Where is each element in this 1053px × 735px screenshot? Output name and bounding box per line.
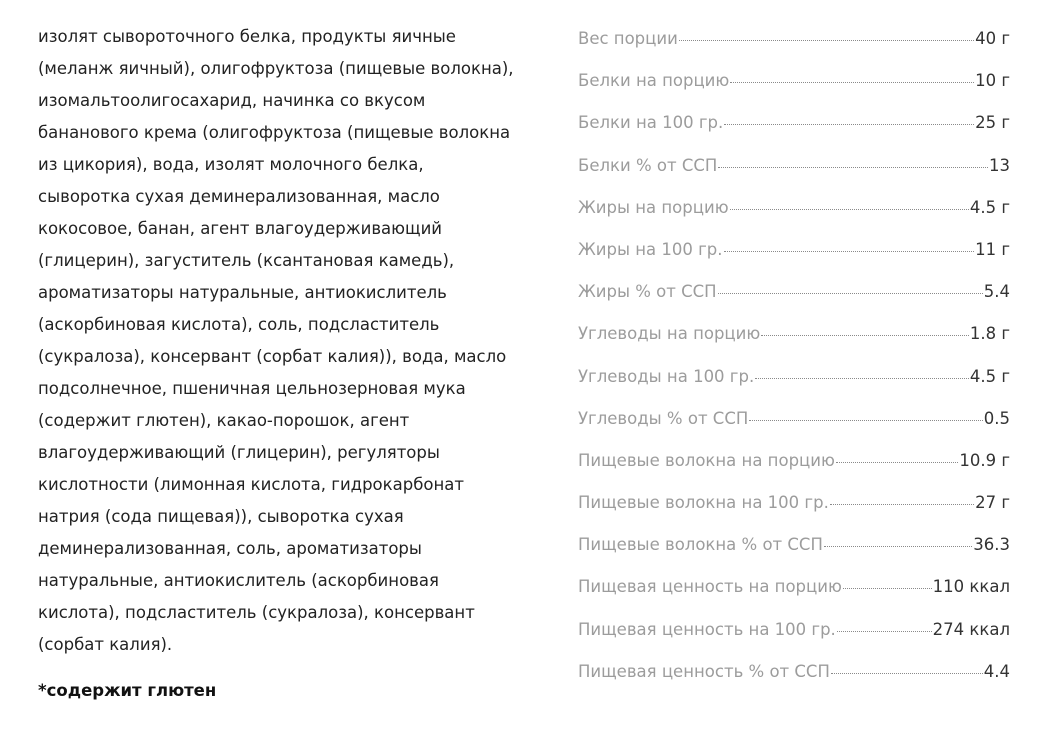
nutrition-value: 1.8 г: [969, 324, 1010, 344]
nutrition-row: [578, 102, 1010, 144]
dotted-leader: [679, 40, 974, 41]
nutrition-value: 40 г: [975, 29, 1010, 48]
ingredients-text: [38, 21, 528, 661]
nutrition-row: [578, 566, 1010, 608]
nutrition-value: 5.4: [983, 282, 1010, 302]
nutrition-label: Пищевая ценность % от ССП: [578, 661, 830, 681]
ingredients-line: сыворотка сухая деминерализованная, масло: [38, 187, 440, 206]
nutrition-row: [578, 145, 1010, 187]
nutrition-row: [578, 18, 1010, 60]
ingredients-line: изолят сывороточного белка, продукты яичные: [38, 27, 456, 46]
dotted-leader: [836, 462, 958, 463]
nutrition-row: [578, 229, 1010, 271]
ingredients-line: (аскорбиновая кислота), соль, подсластитель: [38, 315, 440, 334]
gluten-note: *содержит глютен: [38, 681, 217, 700]
ingredients-line: кислотности (лимонная кислота, гидрокарбонат: [38, 475, 464, 494]
nutrition-row: [578, 187, 1010, 229]
nutrition-row: [578, 609, 1010, 651]
nutrition-label: Углеводы на 100 гр.: [578, 366, 755, 386]
nutrition-label: Углеводы % от ССП: [578, 408, 749, 428]
ingredients-line: кокосовое, банан, агент влагоудерживающий: [38, 219, 443, 238]
nutrition-label: Белки на порцию: [578, 71, 730, 91]
dotted-leader: [724, 124, 974, 125]
nutrition-row: [578, 313, 1010, 355]
dotted-leader: [831, 673, 983, 674]
ingredients-line: (сорбат калия).: [38, 635, 173, 654]
nutrition-row: [578, 60, 1010, 102]
nutrition-row: [578, 524, 1010, 566]
nutrition-label: Жиры на порцию: [578, 197, 729, 217]
nutrition-row: [578, 440, 1010, 482]
nutrition-label: Пищевые волокна на порцию: [578, 450, 835, 470]
ingredients-section: [38, 21, 528, 707]
ingredients-line: (сукралоза), консервант (сорбат калия)), вода, масло: [38, 347, 507, 366]
nutrition-label: Жиры на 100 гр.: [578, 239, 723, 259]
nutrition-value: 10.9 г: [959, 450, 1010, 470]
nutrition-label: Пищевые волокна на 100 гр.: [578, 493, 829, 513]
ingredients-line: подсолнечное, пшеничная цельнозерновая мука: [38, 379, 466, 398]
dotted-leader: [749, 420, 983, 421]
nutrition-value: 13: [989, 155, 1010, 175]
ingredients-line: (меланж яичный), олигофруктоза (пищевые волокна),: [38, 59, 514, 78]
dotted-leader: [724, 251, 975, 252]
nutrition-value: 10 г: [975, 71, 1010, 91]
nutrition-value: 27 г: [975, 493, 1010, 513]
nutrition-row: [578, 398, 1010, 440]
ingredients-line: изомальтоолигосахарид, начинка со вкусом: [38, 91, 426, 110]
nutrition-label: Пищевая ценность на 100 гр.: [578, 619, 836, 639]
ingredients-line: деминерализованная, соль, ароматизаторы: [38, 539, 422, 558]
nutrition-label: Жиры % от ССП: [578, 282, 717, 302]
nutrition-label: Пищевая ценность на порцию: [578, 577, 842, 597]
dotted-leader: [718, 167, 988, 168]
nutrition-row: [578, 651, 1010, 693]
dotted-leader: [830, 504, 974, 505]
nutrition-value: 36.3: [973, 535, 1010, 555]
nutrition-label: Белки % от ССП: [578, 155, 718, 175]
nutrition-value: 110 ккал: [932, 577, 1010, 597]
ingredients-line: бананового крема (олигофруктоза (пищевые волокна: [38, 123, 511, 142]
dotted-leader: [755, 378, 969, 379]
nutrition-row: [578, 356, 1010, 398]
ingredients-line: (содержит глютен), какао-порошок, агент: [38, 411, 410, 430]
nutrition-label: Углеводы на порцию: [578, 324, 761, 344]
nutrition-value: 4.5 г: [969, 197, 1010, 217]
nutrition-label: Вес порции: [578, 29, 678, 48]
dotted-leader: [824, 546, 972, 547]
dotted-leader: [761, 335, 969, 336]
nutrition-value: 4.4: [983, 661, 1010, 681]
ingredients-line: влагоудерживающий (глицерин), регуляторы: [38, 443, 440, 462]
dotted-leader: [730, 209, 969, 210]
nutrition-label: Белки на 100 гр.: [578, 113, 724, 133]
dotted-leader: [843, 588, 932, 589]
ingredients-line: ароматизаторы натуральные, антиокислитель: [38, 283, 447, 302]
nutrition-value: 0.5: [983, 408, 1010, 428]
nutrition-value: 25 г: [975, 113, 1010, 133]
ingredients-line: кислота), подсластитель (сукралоза), консервант: [38, 603, 475, 622]
dotted-leader: [718, 293, 983, 294]
nutrition-row: [578, 271, 1010, 313]
dotted-leader: [730, 82, 974, 83]
ingredients-line: из цикория), вода, изолят молочного белка,: [38, 155, 424, 174]
nutrition-value: 11 г: [975, 239, 1010, 259]
nutrition-row: [578, 482, 1010, 524]
ingredients-line: (глицерин), загуститель (ксантановая камедь),: [38, 251, 455, 270]
ingredients-line: натрия (сода пищевая)), сыворотка сухая: [38, 507, 404, 526]
nutrition-label: Пищевые волокна % от ССП: [578, 535, 823, 555]
nutrition-table: [578, 18, 1010, 693]
nutrition-value: 274 ккал: [932, 619, 1010, 639]
dotted-leader: [837, 631, 932, 632]
nutrition-value: 4.5 г: [969, 366, 1010, 386]
ingredients-line: натуральные, антиокислитель (аскорбиновая: [38, 571, 439, 590]
